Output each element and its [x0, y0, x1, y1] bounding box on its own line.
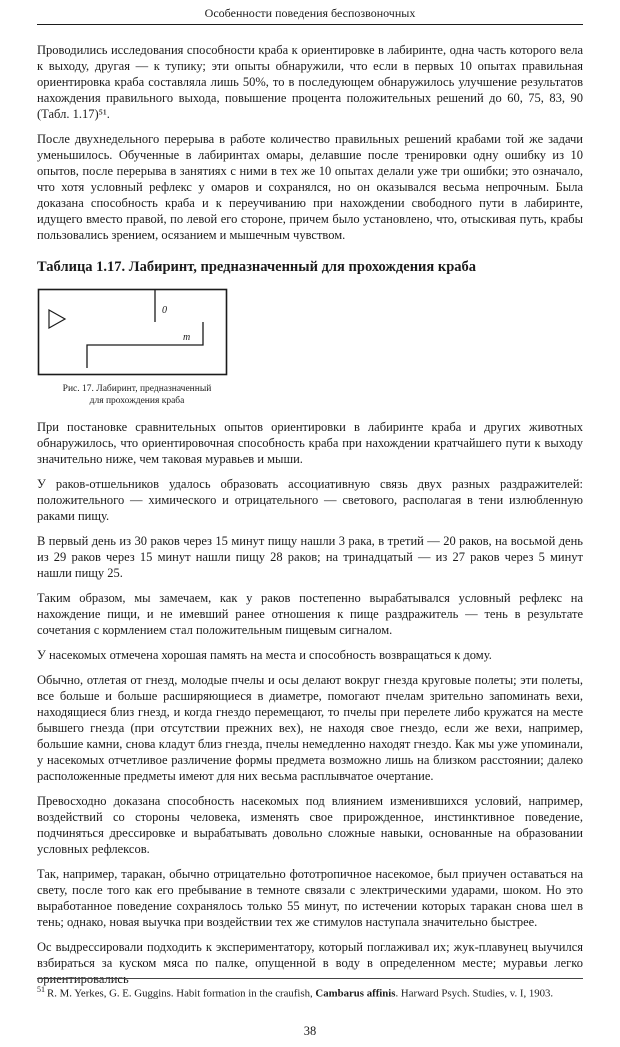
paragraph-2: После двухнедельного перерыва в работе количество правильных решений крабами той же задачи уменьшилось. Обученные в лабиринтах омары, делавшие после тренировки одну ошибку из 10 опытов, после перерыва в занятиях с ними в тех же 10 опытах делали уже три ошибки; это означало, что хотя условный рефлекс у омаров и сохранялся, но он оказывался весьма непрочным. Была доказана способность краба и к переучиванию при нахождении свободного пути в лабиринте, идущего вместо правой, по левой его стороне, причем было установлено, что, отыскивая путь, крабы пользовались зрением, осязанием и мышечным чувством. [37, 132, 583, 242]
maze-label-top: 0 [162, 305, 167, 316]
table-heading: Таблица 1.17. Лабиринт, предназначенный для прохождения краба [37, 259, 477, 275]
paragraph-8: Обычно, отлетая от гнезд, молодые пчелы и осы делают вокруг гнезда круговые полеты; эти полеты, все больше и больше расширяющиеся в диаметре, помогают пчелам зрительно запоминать вехи, находящиеся близ гнезд, и когда гнездо перемещают, то пчелы при перелете либо кружатся на месте бывшего гнезда (при отсутствии прежних вех), не находя свое гнездо, если же вехи, например, большие камни, снова кладут близ гнезда, пчелы немедленно находят гнездо. Как мы уже упоминали, у насекомых отчетливое различение формы предмета возможно лишь на близком расстоянии; далеко расположенные предметы имеют для них весьма расплывчатое очертание. [37, 673, 583, 783]
paragraph-10: Так, например, таракан, обычно отрицательно фототропичное насекомое, был приучен оставаться на свету, после того как его пребывание в темноте связали с электрическими ударами, шоком. Но это выработанное поведение сохранялось только 55 минут, по истечении которых таракан снова шел в тень; однако, новая выучка при воздействии тех же стимулов наступала значительно быстрее. [37, 867, 583, 929]
paragraph-1: Проводились исследования способности краба к ориентировке в лабиринте, одна часть которого вела к выходу, другая — к тупику; эти опыты обнаружили, что если в первых 10 опытах правильная ориентировка краба составляла лишь 50%, то в последующем обнаружилось улучшение результатов нахождения правильного выхода, повышение процента положительных решений до 60, 75, 83, 90 (Табл. 1.17)⁵¹. [37, 43, 583, 121]
maze-figure [37, 288, 237, 407]
header-rule [37, 24, 583, 25]
footnote-text-after: . Harward Psych. Studies, v. I, 1903. [395, 988, 554, 1000]
paragraph-4: У раков-отшельников удалось образовать ассоциативную связь двух разных раздражителей: положительного — химического и отрицательного — светового, располагая в тени излюбленную раками пищу. [37, 477, 583, 523]
paragraph-7: У насекомых отмечена хорошая память на места и способность возвращаться к дому. [37, 648, 492, 662]
figure-caption-line2: для прохождения краба [89, 395, 185, 406]
maze-entrance-triangle [49, 310, 65, 328]
paragraph-5: В первый день из 30 раков через 15 минут пищу нашли 3 рака, в третий — 20 раков, на восьмой день из 29 раков через 15 минут нашли пищу 28 раков; на тринадцатый — из 27 раков через 5 минут нашли пищу 25. [37, 534, 583, 580]
footnote-marker: 51 [37, 985, 45, 995]
footnote-text-before: R. M. Yerkes, G. E. Guggins. Habit formation in the craufish, [47, 988, 316, 1000]
paragraph-11: Ос выдрессировали подходить к экспериментатору, который поглаживал их; жук-плавунец выучился взбираться за куском мяса по палке, опущенной в воду в определенном месте; муравьи легко ориентировались [37, 940, 583, 986]
page-number: 38 [303, 1024, 317, 1038]
maze-label-inner: m [183, 332, 191, 343]
paragraph-9: Превосходно доказана способность насекомых под влиянием изменившихся условий, например, воздействий со стороны человека, изменять свое прирожденное, инстинктивное поведение, подчиняться дрессировке и вырабатывать довольно сложные навыки, основанные на образовании условных рефлексов. [37, 794, 583, 856]
footnote-species: Cambarus affinis [315, 988, 396, 1000]
running-header [37, 0, 583, 20]
running-header-title: Особенности поведения беспозвоночных [204, 6, 416, 20]
paragraph-6: Таким образом, мы замечаем, как у раков постепенно вырабатывался условный рефлекс на нахождение пищи, и не имевший ранее отношения к пище раздражитель — тень в результате сочетания с кормлением стал положительным пищевым сигналом. [37, 591, 583, 637]
paragraph-3: При постановке сравнительных опытов ориентировки в лабиринте краба и других животных обнаружилось, что ориентировочная способность краба при нахождении кратчайшего пути к выходу значительно ниже, чем таковая муравьев и мыши. [37, 420, 583, 466]
figure-caption-line1: Рис. 17. Лабиринт, предназначенный [62, 384, 212, 394]
footnote [37, 978, 583, 1001]
figure-caption [37, 384, 237, 407]
maze-diagram [37, 288, 229, 380]
page-body [37, 42, 583, 987]
maze-outer-wall [39, 290, 227, 375]
maze-inner-partition [87, 322, 203, 368]
